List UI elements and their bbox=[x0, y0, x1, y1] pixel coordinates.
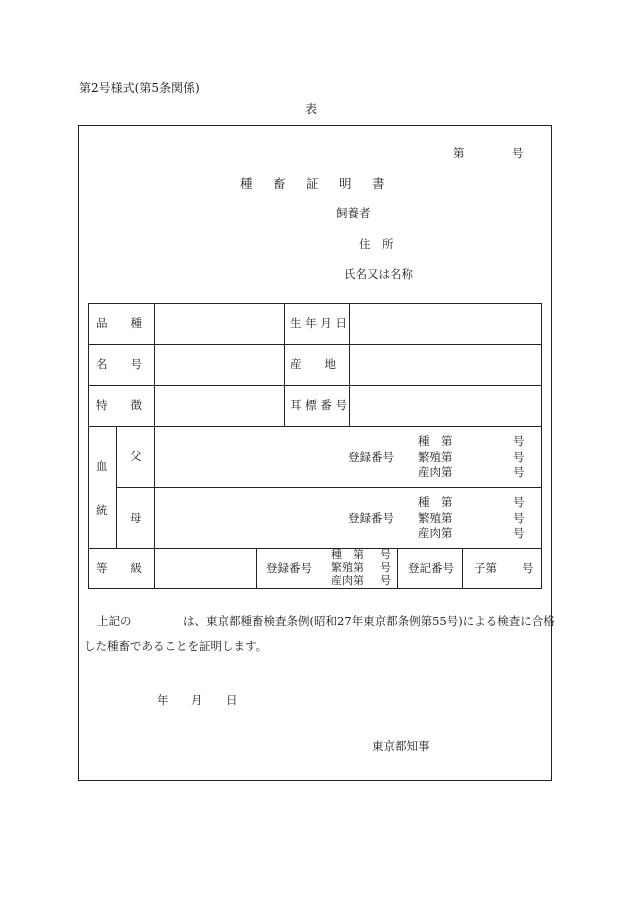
grade-reg-type-3: 産肉第 bbox=[331, 574, 364, 587]
certificate-title: 種 畜 証 明 書 bbox=[240, 176, 389, 191]
father-reg-type-3: 産肉第 bbox=[418, 465, 453, 479]
cert-number-suffix: 号 bbox=[512, 146, 524, 160]
father-reg-type-2: 繁殖第 bbox=[418, 450, 453, 464]
grade-reg-suffix-1: 号 bbox=[380, 548, 391, 561]
grade-reg-type-1: 種 第 bbox=[331, 548, 364, 561]
record-number-label: 登記番号 bbox=[408, 561, 454, 575]
grade-registration-label: 登録番号 bbox=[266, 561, 312, 575]
mother-reg-type-1: 種 第 bbox=[418, 495, 453, 509]
statement-start: 上記の bbox=[97, 614, 132, 628]
father-reg-suffix-3: 号 bbox=[513, 465, 525, 479]
grade-reg-suffix-2: 号 bbox=[380, 561, 391, 574]
statement-line-1: は、東京都種畜検査条例(昭和27年東京都条例第55号)による検査に合格 bbox=[183, 614, 555, 628]
mother-reg-suffix-3: 号 bbox=[513, 526, 525, 540]
owner-name-label: 氏名又は名称 bbox=[344, 267, 413, 281]
pedigree-char-2: 統 bbox=[96, 503, 108, 517]
date-year: 年 bbox=[157, 693, 169, 707]
owner-address-label: 住 所 bbox=[359, 237, 394, 251]
father-reg-suffix-1: 号 bbox=[513, 434, 525, 448]
mother-label: 母 bbox=[130, 511, 142, 525]
father-reg-suffix-2: 号 bbox=[513, 450, 525, 464]
breed-label: 品 種 bbox=[96, 316, 142, 330]
child-number-label: 子第 bbox=[474, 561, 497, 575]
ear-tag-label: 耳 標 番 号 bbox=[290, 398, 347, 412]
father-label: 父 bbox=[130, 449, 142, 463]
statement-line-2: した種畜であることを証明します。 bbox=[84, 639, 268, 653]
mother-reg-type-2: 繁殖第 bbox=[418, 511, 453, 525]
mother-reg-suffix-1: 号 bbox=[513, 495, 525, 509]
date-day: 日 bbox=[226, 693, 238, 707]
grade-label: 等 級 bbox=[96, 561, 142, 575]
child-number-suffix: 号 bbox=[522, 561, 534, 575]
father-reg-type-1: 種 第 bbox=[418, 434, 453, 448]
side-label: 表 bbox=[305, 102, 318, 116]
owner-label: 飼養者 bbox=[336, 206, 371, 220]
birth-date-label: 生 年 月 日 bbox=[290, 316, 347, 330]
form-label: 第2号様式(第5条関係) bbox=[79, 81, 200, 95]
features-label: 特 徴 bbox=[96, 398, 142, 412]
pedigree-char-1: 血 bbox=[96, 459, 108, 473]
signer: 東京都知事 bbox=[372, 739, 430, 753]
cert-number-prefix: 第 bbox=[453, 146, 465, 160]
certificate-frame bbox=[78, 125, 552, 781]
grade-reg-suffix-3: 号 bbox=[380, 574, 391, 587]
mother-registration-label: 登録番号 bbox=[348, 511, 394, 525]
name-label: 名 号 bbox=[96, 357, 142, 371]
origin-label: 産 地 bbox=[290, 357, 336, 371]
father-registration-label: 登録番号 bbox=[348, 450, 394, 464]
mother-reg-suffix-2: 号 bbox=[513, 511, 525, 525]
grade-reg-type-2: 繁殖第 bbox=[331, 561, 364, 574]
date-month: 月 bbox=[191, 693, 203, 707]
mother-reg-type-3: 産肉第 bbox=[418, 526, 453, 540]
